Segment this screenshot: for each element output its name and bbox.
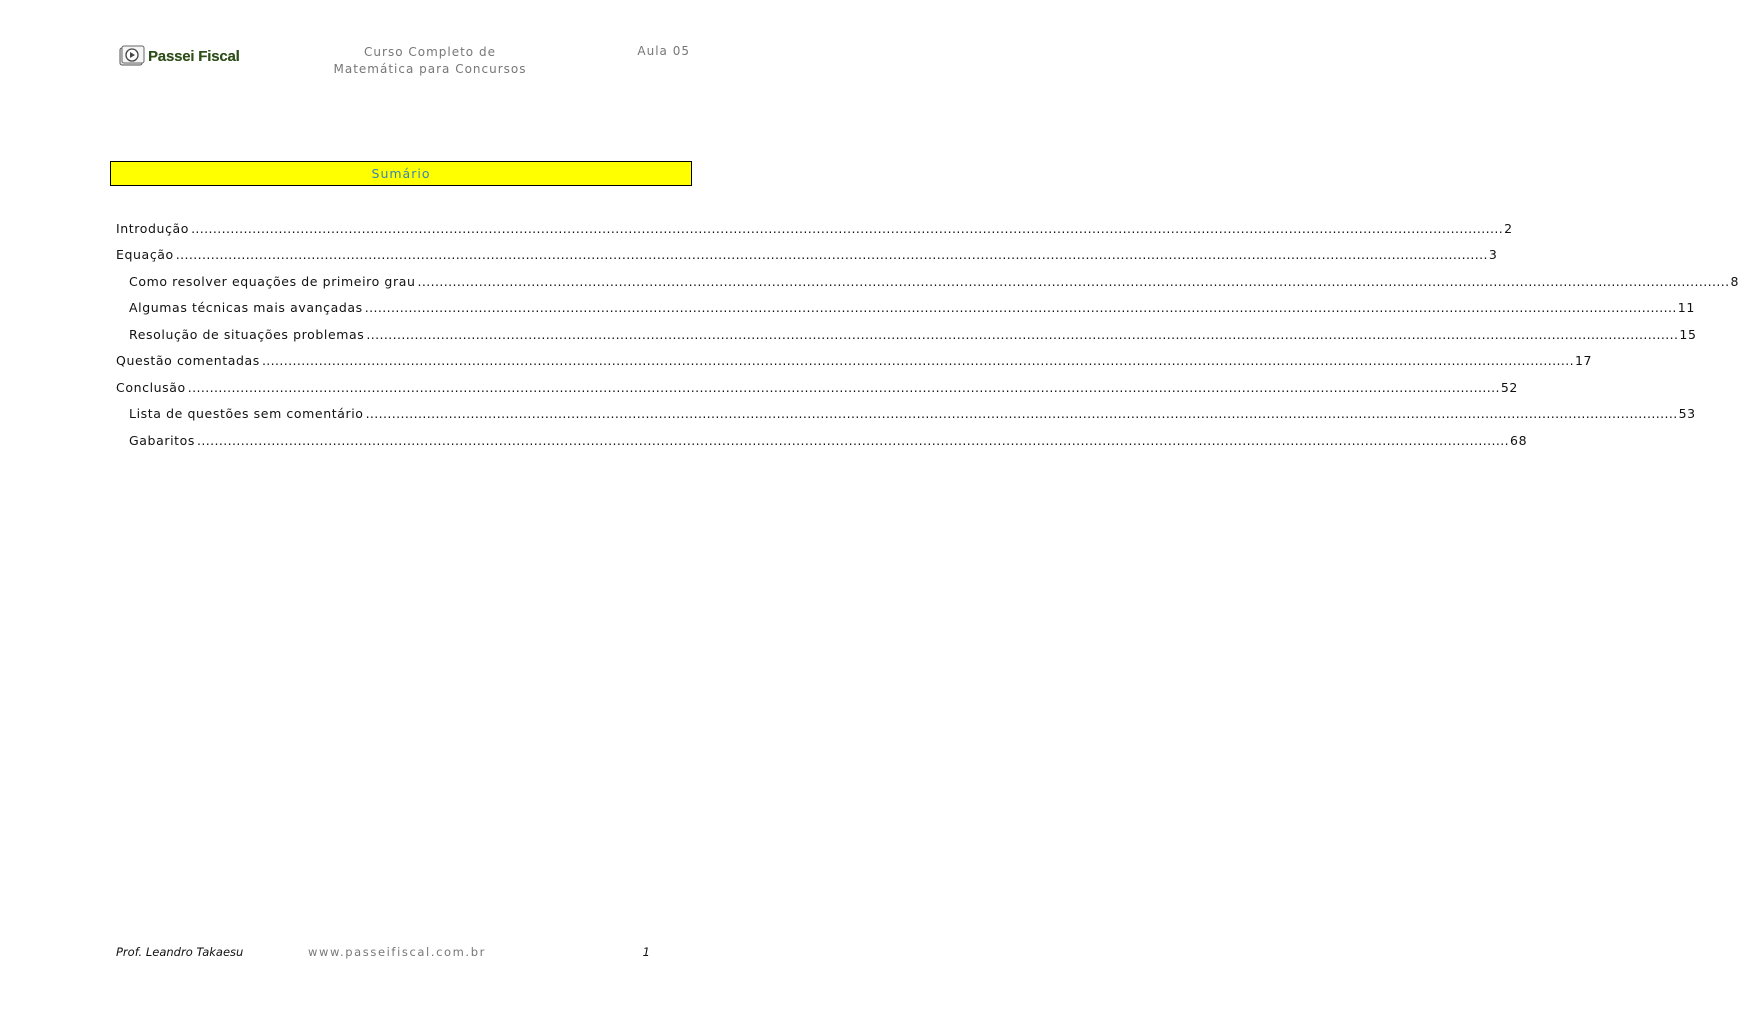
toc-entry-label: Resolução de situações problemas (129, 326, 365, 342)
table-of-contents (116, 215, 1739, 454)
toc-dot-leader: ............................................................................................................................................................................................................................................................................................................ (197, 432, 1510, 448)
course-title-line2: Matemática para Concursos (333, 62, 527, 76)
toc-entry-page: 68 (1510, 432, 1528, 448)
toc-entry-label: Equação (116, 247, 174, 263)
toc-entry[interactable] (116, 268, 1739, 295)
toc-entry-page: 53 (1678, 406, 1696, 422)
logo-text: Passei Fiscal (148, 48, 240, 65)
toc-entry-label: Gabaritos (129, 432, 196, 448)
toc-entry-label: Introdução (116, 220, 190, 236)
toc-dot-leader: ............................................................................................................................................................................................................................................................................................................ (417, 273, 1730, 289)
toc-entry[interactable] (116, 321, 1697, 348)
course-title (290, 44, 570, 78)
toc-dot-leader: ............................................................................................................................................................................................................................................................................................................ (364, 300, 1677, 316)
toc-entry[interactable] (116, 374, 1518, 401)
toc-entry[interactable] (116, 295, 1695, 322)
toc-dot-leader: ............................................................................................................................................................................................................................................................................................................ (191, 220, 1504, 236)
passei-fiscal-logo (119, 43, 243, 70)
toc-entry[interactable] (116, 348, 1593, 375)
course-title-line1: Curso Completo de (364, 45, 496, 59)
toc-entry-page: 2 (1504, 220, 1513, 236)
toc-entry[interactable] (116, 215, 1513, 242)
toc-entry-label: Lista de questões sem comentário (129, 406, 364, 422)
lesson-number: Aula 05 (637, 44, 690, 58)
toc-dot-leader: ............................................................................................................................................................................................................................................................................................................ (366, 326, 1679, 342)
toc-entry[interactable] (116, 401, 1696, 428)
toc-entry[interactable] (116, 427, 1528, 454)
play-button-icon (119, 44, 145, 69)
toc-entry-label: Algumas técnicas mais avançadas (129, 300, 363, 316)
toc-entry-page: 3 (1488, 247, 1498, 263)
toc-dot-leader: ............................................................................................................................................................................................................................................................................................................ (187, 379, 1500, 395)
toc-entry-label: Como resolver equações de primeiro grau (129, 273, 416, 289)
toc-dot-leader: ............................................................................................................................................................................................................................................................................................................ (261, 353, 1574, 369)
footer-author: Prof. Leandro Takaesu (116, 945, 244, 959)
toc-entry-page: 11 (1677, 300, 1695, 316)
toc-entry-page: 8 (1730, 273, 1739, 289)
toc-entry[interactable] (116, 242, 1498, 269)
toc-entry-page: 52 (1500, 379, 1518, 395)
toc-dot-leader: ............................................................................................................................................................................................................................................................................................................ (175, 247, 1488, 263)
footer-page-number: 1 (642, 945, 650, 959)
toc-dot-leader: ............................................................................................................................................................................................................................................................................................................ (365, 406, 1678, 422)
toc-entry-page: 17 (1574, 353, 1593, 369)
toc-entry-page: 15 (1679, 326, 1697, 342)
footer-website: www.passeifiscal.com.br (308, 945, 486, 959)
toc-entry-label: Conclusão (116, 379, 186, 395)
summary-heading: Sumário (110, 161, 692, 186)
toc-entry-label: Questão comentadas (116, 353, 260, 369)
